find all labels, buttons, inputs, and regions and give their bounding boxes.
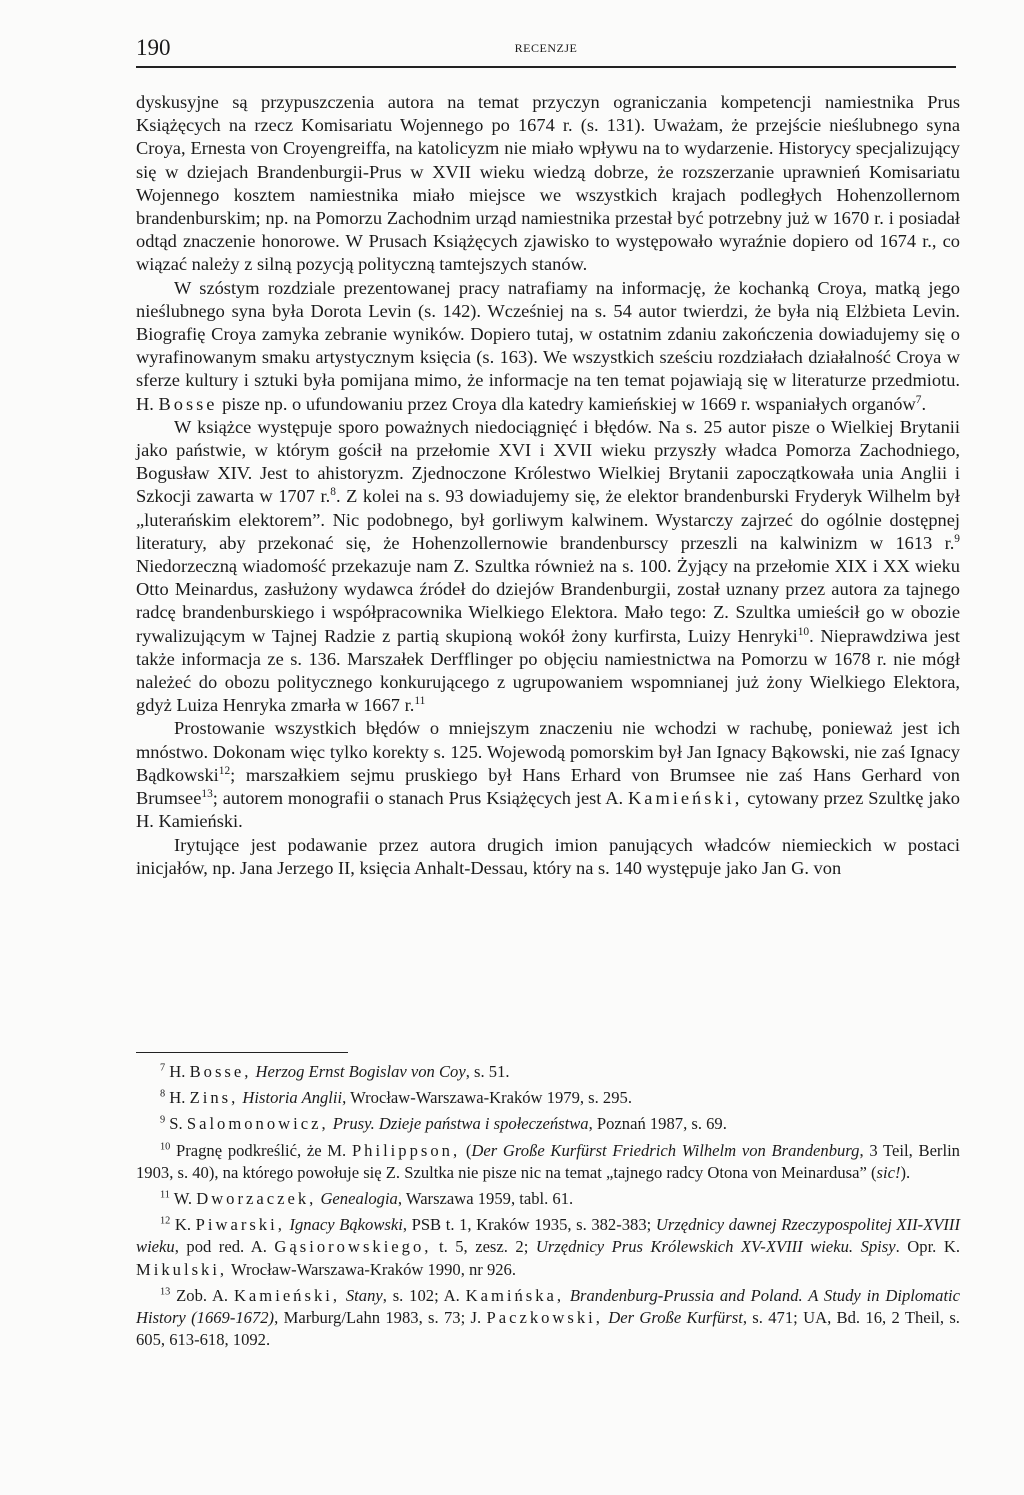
footnote-title: Der Große Kurfürst [608,1308,743,1328]
footnote-text: , s. 102; A. [382,1285,460,1305]
paragraph-text: W książce występuje sporo poważnych niedociągnięć i błędów. Na s. 25 autor pisze o Wielkiej Brytanii jako państwie, w którym gościł na przełomie XVI i XVII wieku przyszły władca Pomorza Zachodniego, Bogusław XIV. Jest to ahistoryzm. Zjednoczone Królestwo Wielkiej Brytanii zapoczątkowała unia Anglii i Szkocji zawarta w 1707 r. [136,416,960,507]
spaced-author-name: Paczkowski, [486,1308,603,1328]
footnote-text: W. [173,1189,193,1209]
footnote-title: Genealogia [320,1189,398,1209]
spaced-author-name: Gąsiorowskiego, [274,1237,432,1257]
footnote-ref: 11 [414,695,426,708]
footnote-text: , 3 Teil, Berlin 1903, s. 40), na którego powołuje się Z. Szultka nie pisze nic na temat „tajnego radcy Otona von Meinardusa” ( [136,1140,960,1182]
paragraph-text: ; autorem monografii o stanach Prus Książęcych jest A. [212,788,624,809]
footnote-text: , PSB t. 1, Kraków 1935, s. 382-383; [402,1215,656,1235]
footnote-title: Ignacy Bąkowski [289,1215,403,1235]
paragraph-text: pisze np. o ufundowaniu przez Croya dla katedry kamieńskiej w 1669 r. wspaniałych organów [222,393,916,414]
page-number: 190 [136,35,171,60]
footnote-9 [136,1113,960,1135]
footnote-number: 8 [160,1088,166,1100]
footnote-title: Der Große Kurfürst Friedrich Wilhelm von Brandenburg [471,1140,860,1160]
spaced-author-name: Piwarski, [195,1215,285,1235]
paragraph-text: Irytujące jest podawanie przez autora drugich imion panujących władców niemieckich w postaci inicjałów, np. Jana Jerzego II, księcia Anhalt-Dessau, który na s. 140 występuje jako Jan G. von [136,834,960,878]
footnote-title: Urzędnicy dawnej Rzeczypospolitej XII-XVIII wieku [136,1215,960,1257]
paragraph-text: Prostowanie wszystkich błędów o mniejszym znaczeniu nie wchodzi w rachubę, ponieważ jest ich mnóstwo. Dokonam więc tylko korekty s. 125. Wojewodą pomorskim był Jan Ignacy Bąkowski, nie zaś Ignacy Bądkowski [136,718,960,785]
footnote-ref: 13 [201,787,213,800]
paragraph-text: ; marszałkiem sejmu pruskiego był Hans Erhard von Brumsee nie zaś Hans Gerhard von Brumsee [136,764,960,809]
spaced-author-name: Kamińska, [465,1285,565,1305]
spaced-author-name: Kamieński, [233,1285,340,1305]
footnote-13 [136,1285,960,1352]
footnote-text: , pod red. A. [174,1237,267,1257]
footnote-title: Prusy. Dzieje państwa i społeczeństwa [332,1114,589,1134]
footnote-text: , Poznań 1987, s. 69. [588,1114,727,1134]
footnote-10 [136,1140,960,1184]
spaced-author-name: Salomonowicz, [186,1114,329,1134]
footnote-text: . Opr. K. [895,1237,960,1257]
footnote-text: , Wrocław-Warszawa-Kraków 1979, s. 295. [342,1088,632,1108]
spaced-author-name: Bosse, [189,1062,252,1081]
spaced-author-name: Mikulski, [136,1259,228,1279]
footnote-number: 9 [160,1114,166,1126]
footnote-text: , Marburg/Lahn 1983, s. 73; J. [274,1308,482,1328]
footnote-text: , s. 471; UA, Bd. 16, 2 Theil, s. 605, 613-618, 1092. [136,1308,960,1350]
footnote-title: Herzog Ernst Bogislav von Coy [255,1062,466,1081]
footnote-title: Urzędnicy Prus Królewskich XV-XVIII wieku. Spisy [535,1237,896,1257]
paragraph-text: Niedorzeczną wiadomość przekazuje nam Z. Szultka również na s. 100. Żyjący na przełomie XIX i XX wieku Otto Meinardus, zasłużony wydawca źródeł do dziejów Brandenburgii, został uznany przez autora za tajnego radcę brandenburskiego i współpracownika Wielkiego Elektora. Mało tego: Z. Szultka umieścił go w obozie rywalizującym w Tajnej Radzie z partią skupioną wokół żony kurfirsta, Luizy Henryki [136,556,960,646]
footnote-11 [136,1188,960,1210]
footnote-number: 7 [160,1062,166,1074]
footnote-text: Pragnę podkreślić, że M. [176,1140,347,1160]
paragraph-5 [136,834,960,880]
spaced-author-name: Zins, [189,1088,239,1108]
paragraph-text: cytowany przez Szultkę jako H. Kamieński. [136,788,960,832]
page-header [136,34,956,68]
footnote-ref: 7 [915,393,922,406]
footnote-text: ( [465,1140,472,1160]
footnote-separator [136,1052,348,1053]
body-text [136,91,960,880]
footnote-title: Stany [345,1285,383,1305]
footnote-number: 13 [160,1286,171,1298]
paragraph-4 [136,717,960,833]
paragraph-text: dyskusyjne są przypuszczenia autora na temat przyczyn ograniczania kompetencji namiestnika Prus Książęcych na rzecz Komisariatu Wojennego po 1674 r. (s. 131). Uważam, że przejście nieślubnego syna Croya, Ernesta von Croyengreiffa, na katolicyzm nie miało wpływu na to wydarzenie. Historycy specjalizujący się w dziejach Brandenburgii-Prus w XVII wieku wiedzą dobrze, że rozszerzanie uprawnień Komisariatu Wojennego kosztem namiestnika miało miejsce we wszystkich krajach podległych Hohenzollernom brandenburskim; np. na Pomorzu Zachodnim urząd namiestnika przestał być potrzebny już w 1670 r. i posiadał odtąd znaczenie honorowe. W Prusach Książęcych zjawisko to występowało wyraźnie dopiero od 1674 r., co wiązać należy z silną pozycją polityczną tamtejszych stanów. [136,92,960,275]
footnote-text: , Warszawa 1959, tabl. 61. [397,1189,574,1209]
footnote-7 [136,1061,960,1083]
spaced-author-name: Dworzaczek, [196,1189,317,1209]
footnote-text: Wrocław-Warszawa-Kraków 1990, nr 926. [230,1259,517,1279]
footnote-text: t. 5, zesz. 2; [438,1237,536,1257]
footnote-text: H. [169,1088,186,1108]
footnote-ref: 9 [954,532,960,545]
footnote-text: H. [169,1062,186,1081]
footnote-text: , s. 51. [465,1062,510,1081]
spaced-author-name: Philippson, [351,1140,461,1160]
footnote-number: 12 [160,1215,171,1227]
footnote-title: Historia Anglii [242,1088,343,1108]
footnote-number: 10 [160,1141,171,1153]
footnote-ref: 12 [218,764,231,777]
footnote-text: K. [174,1215,192,1235]
paragraph-text: . Z kolei na s. 93 dowiadujemy się, że elektor brandenburski Fryderyk Wilhelm był „luterańskim elektorem”. Nic podobnego, był gorliwym kalwinem. Wystarczy zajrzeć do ogólnie dostępnej literatury, aby przekonać się, że Hohenzollernowie brandenburscy przeszli na kalwinizm w 1613 r. [136,486,960,553]
paragraph-3 [136,416,960,718]
footnote-ref: 10 [797,625,810,638]
paragraph-text: . Nieprawdziwa jest także informacja ze s. 136. Marszałek Derfflinger po objęciu namiestnictwa na Pomorzu w 1678 r. nie mógł należeć do obozu politycznego konkurującego z ugrupowaniem wspomnianej już żony Wielkiego Elektora, gdyż Luiza Henryka zmarła w 1667 r. [136,625,961,716]
footnote-text: ). [900,1162,911,1182]
footnote-8 [136,1087,960,1109]
footnote-title: Brandenburg-Prussia and Poland. A Study in Diplomatic History (1669-1672) [136,1285,961,1328]
paragraph-1 [136,91,960,277]
spaced-author-name: Kamieński, [628,788,743,809]
paragraph-text: . [921,393,927,414]
footnote-number: 11 [160,1189,170,1201]
footnote-12 [136,1214,960,1281]
running-title: RECENZJE [514,41,578,55]
spaced-author-name: Bosse [158,393,218,414]
paragraph-text: W szóstym rozdziale prezentowanej pracy natrafiamy na informację, że kochanką Croya, matką jego nieślubnego syna była Dorota Levin (s. 142). Wcześniej na s. 54 autor twierdzi, że była nią Elżbieta Levin. Biografię Croya zamyka zebranie wyników. Dopiero tutaj, w ostatnim zdaniu zakończenia dowiadujemy się o wyrafinowanym smaku artystycznym księcia (s. 163). We wszystkich sześciu rozdziałach działalność Croya w sferze kultury i sztuki była pomijana mimo, że informacje na ten temat pojawiają się w literaturze przedmiotu. H. [136,277,960,414]
footnote-text: Zob. A. [176,1285,229,1305]
paragraph-2 [136,277,960,416]
footnote-sic: sic! [876,1162,901,1182]
footnotes [136,1061,960,1355]
footnote-ref: 8 [330,486,336,499]
footnote-text: S. [169,1114,183,1134]
